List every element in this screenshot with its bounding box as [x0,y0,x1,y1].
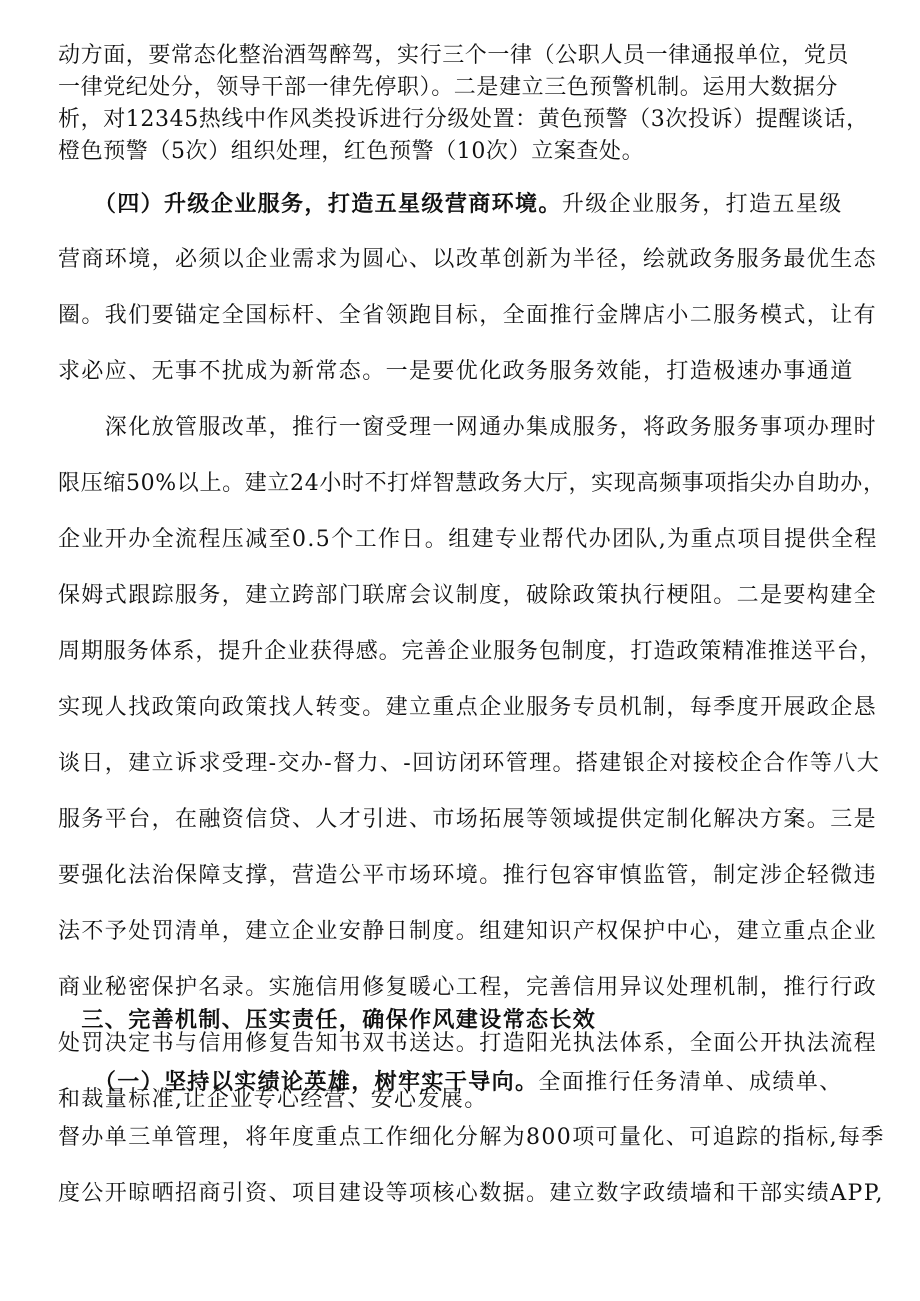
text-line: 深化放管服改革，推行一窗受理一网通办集成服务，将政务服务事项办理时 [58,415,878,440]
text-line: 圈。我们要锚定全国标杆、全省领跑目标，全面推行金牌店小二服务模式，让有 [58,303,878,328]
text-line: 营商环境，必须以企业需求为圆心、以改革创新为半径，绘就政务服务最优生态 [58,247,878,272]
paragraph-heading: （一）坚持以实绩论英雄，树牢实干导向。 [104,1069,539,1095]
text-line: 处罚决定书与信用修复告知书双书送达。打造阳光执法体系，全面公开执法流程 [58,1031,878,1056]
paragraph-enterprise-service [58,176,878,400]
text-line: 和裁量标准,让企业专心经营、安心发展。 [58,1087,488,1112]
text-run: 升级企业服务，打造五星级 [561,192,843,217]
text-line: 服务平台，在融资信贷、人才引进、市场拓展等领域提供定制化解决方案。三是 [58,807,878,832]
text-line: 督办单三单管理，将年度重点工作细化分解为800项可量化、可追踪的指标,每季 [58,1125,885,1150]
text-line: 企业开办全流程压减至0.5个工作日。组建专业帮代办团队,为重点项目提供全程 [58,527,878,552]
paragraph-heading: （四）升级企业服务，打造五星级营商环境。 [104,191,562,217]
text-line: 实现人找政策向政策找人转变。建立重点企业服务专员机制，每季度开展政企恳 [58,695,878,720]
text-run: 全面推行任务清单、成绩单、 [538,1070,843,1095]
text-line: 度公开晾晒招商引资、项目建设等项核心数据。建立数字政绩墙和干部实绩APP, [58,1181,884,1206]
text-line: 法不予处罚清单，建立企业安静日制度。组建知识产权保护中心，建立重点企业 [58,919,878,944]
text-line: 求必应、无事不扰成为新常态。一是要优化政务服务效能，打造极速办事通道 [58,359,854,384]
section-title: 三、完善机制、压实责任，确保作风建设常态长效 [81,1007,597,1033]
text-line: 限压缩50%以上。建立24小时不打烊智慧政务大厅，实现高频事项指尖办自助办， [58,471,886,496]
text-line: 析，对12345热线中作风类投诉进行分级处置：黄色预警（3次投诉）提醒谈话， [58,107,869,132]
text-line: 周期服务体系，提升企业获得感。完善企业服务包制度，打造政策精准推送平台， [58,639,883,664]
text-line: 橙色预警（5次）组织处理，红色预警（10次）立案查处。 [58,139,645,164]
text-line [58,176,868,232]
text-line: 要强化法治保障支撑，营造公平市场环境。推行包容审慎监管，制定涉企轻微违 [58,863,878,888]
text-line: 一律党纪处分，领导干部一律先停职）。二是建立三色预警机制。运用大数据分 [58,75,839,100]
text-line: 保姆式跟踪服务，建立跨部门联席会议制度，破除政策执行梗阻。二是要构建全 [58,583,878,608]
section-heading [58,1000,868,1040]
text-line [58,1054,868,1110]
paragraph-continuation [58,40,868,168]
paragraph-performance [58,1054,885,1222]
text-line: 商业秘密保护名录。实施信用修复暖心工程，完善信用异议处理机制，推行行政 [58,975,878,1000]
text-line: 谈日，建立诉求受理-交办-督力、-回访闭环管理。搭建银企对接校企合作等八大 [58,751,881,776]
text-line: 动方面，要常态化整治酒驾醉驾，实行三个一律（公职人员一律通报单位，党员 [58,43,850,68]
